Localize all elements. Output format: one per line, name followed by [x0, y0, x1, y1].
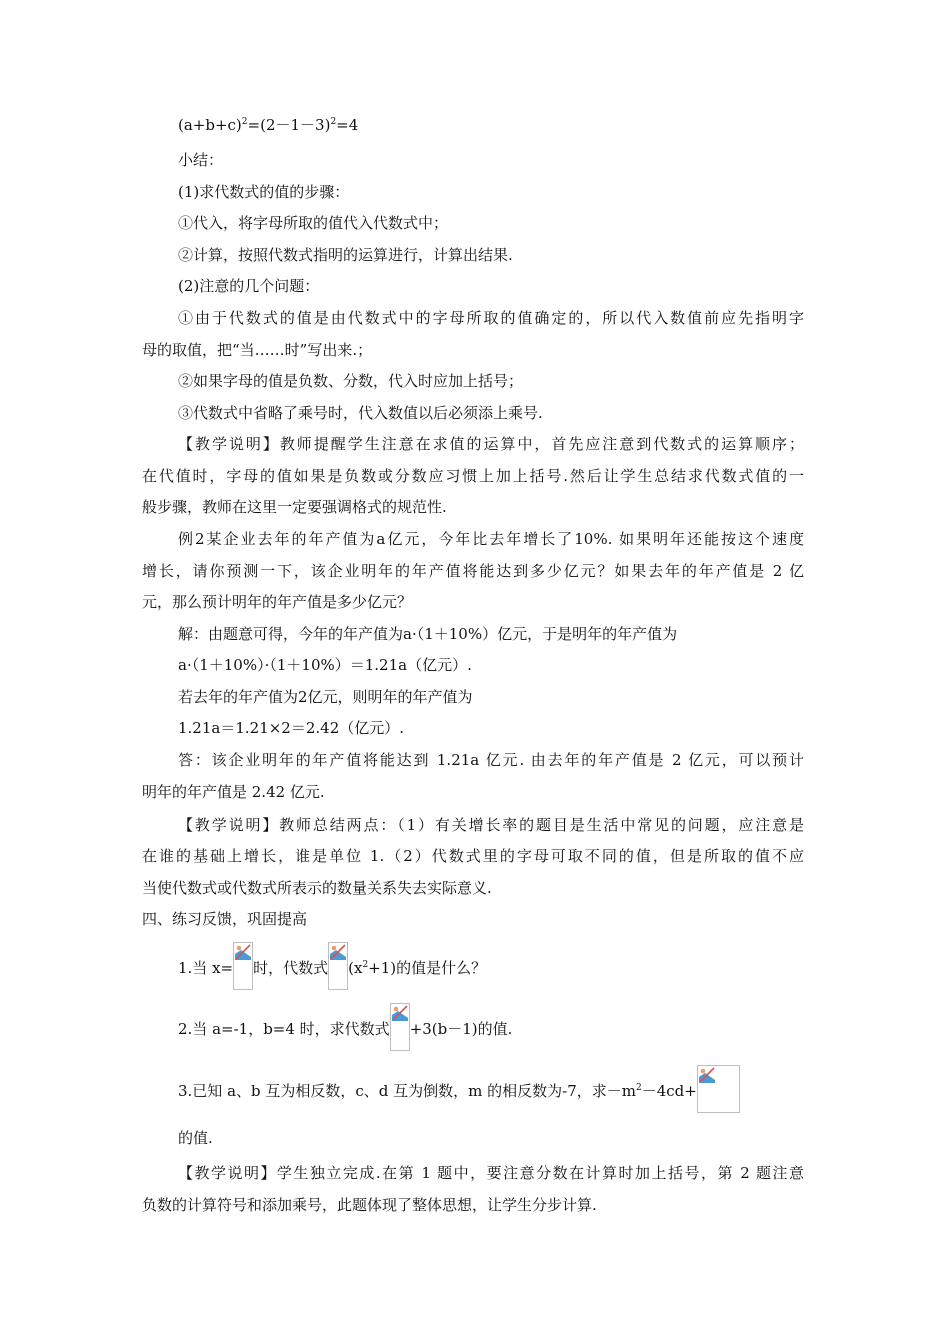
solution-line: 若去年的年产值为2亿元，则明年的年产值为: [178, 688, 473, 706]
teaching-note-line: 【教学说明】教师总结两点：（1）有关增长率的题目是生活中常见的问题，应注意是: [178, 816, 804, 834]
broken-image-icon: [233, 942, 253, 990]
broken-image-icon: [390, 1003, 410, 1051]
text-run: (x: [348, 959, 363, 977]
teaching-note-line: 当使代数式或代数式所表示的数量关系失去实际意义.: [142, 879, 492, 897]
broken-image-icon: [328, 942, 348, 990]
text-run: (a+b+c): [178, 116, 242, 134]
teaching-note-line: 在谁的基础上增长，谁是单位 1.（2）代数式里的字母可取不同的值，但是所取的值不应: [142, 847, 804, 865]
solution-line: a·（1＋10%）·（1＋10%）＝1.21a（亿元）.: [178, 656, 472, 674]
paragraph-line: ②如果字母的值是负数、分数，代入时应加上括号；: [178, 372, 524, 390]
solution-line: 1.21a＝1.21×2＝2.42（亿元）.: [178, 719, 405, 737]
text-run: 2.当 a=-1，b=4 时，求代数式: [178, 1020, 390, 1038]
paragraph-line: (2)注意的几个问题：: [178, 277, 320, 295]
superscript: 2: [636, 1083, 642, 1093]
paragraph-line: ①由于代数式的值是由代数式中的字母所取的值确定的，所以代入数值前应先指明字: [178, 309, 804, 327]
summary-heading: 小结：: [178, 151, 224, 169]
teaching-note-line: 在代值时，字母的值如果是负数或分数应习惯上加上括号.然后让学生总结求代数式值的一: [142, 467, 804, 485]
text-run: +3(b－1)的值.: [409, 1020, 513, 1038]
section-heading: 四、练习反馈，巩固提高: [142, 910, 308, 928]
paragraph-line: 母的取值，把“当……时”写出来.；: [142, 341, 373, 359]
text-run: －4cd+: [641, 1082, 697, 1100]
text-run: 3.已知 a、b 互为相反数，c、d 互为倒数，m 的相反数为-7，求－m: [178, 1082, 636, 1100]
superscript: 2: [330, 117, 337, 127]
exercise-2: [178, 1003, 512, 1051]
teaching-note-line: 负数的计算符号和添加乘号，此题体现了整体思想，让学生分步计算.: [142, 1196, 597, 1214]
broken-image-icon: [697, 1065, 740, 1113]
text-run: 1.当 x=: [178, 959, 234, 977]
solution-line: 解：由题意可得，今年的年产值为a·（1＋10%）亿元，于是明年的年产值为: [178, 625, 678, 643]
teaching-note-line: 【教学说明】学生独立完成.在第 1 题中，要注意分数在计算时加上括号，第 2 题注意: [178, 1164, 804, 1182]
paragraph-line: ②计算，按照代数式指明的运算进行，计算出结果.: [178, 246, 513, 264]
example-line: 例2某企业去年的年产值为a亿元，今年比去年增长了10%. 如果明年还能按这个速度: [178, 530, 804, 548]
answer-line: 明年的年产值是 2.42 亿元.: [142, 783, 325, 801]
text-run: =4: [336, 116, 359, 134]
exercise-3: [178, 1065, 740, 1113]
exercise-1: [178, 942, 486, 990]
example-line: 增长，请你预测一下，该企业明年的年产值将能达到多少亿元？如果去年的年产值是 2 亿: [142, 562, 804, 580]
text-run: 时，代数式: [253, 959, 329, 977]
example-line: 元，那么预计明年的年产值是多少亿元？: [142, 593, 413, 611]
paragraph-line: ③代数式中省略了乘号时，代入数值以后必须添上乘号.: [178, 404, 543, 422]
superscript: 2: [241, 117, 248, 127]
paragraph-line: 的值.: [178, 1129, 213, 1147]
teaching-note-line: 般步骤，教师在这里一定要强调格式的规范性.: [142, 498, 447, 516]
text-run: =(2－1－3): [247, 116, 331, 134]
text-run: +1)的值是什么？: [368, 959, 487, 977]
paragraph-line: ①代入，将字母所取的值代入代数式中；: [178, 214, 449, 232]
superscript: 2: [362, 960, 369, 970]
answer-line: 答：该企业明年的年产值将能达到 1.21a 亿元. 由去年的年产值是 2 亿元，可以预计: [178, 751, 804, 769]
teaching-note-line: 【教学说明】教师提醒学生注意在求值的运算中，首先应注意到代数式的运算顺序；: [178, 435, 804, 453]
equation-line: [178, 115, 358, 135]
paragraph-line: (1)求代数式的值的步骤：: [178, 183, 350, 201]
